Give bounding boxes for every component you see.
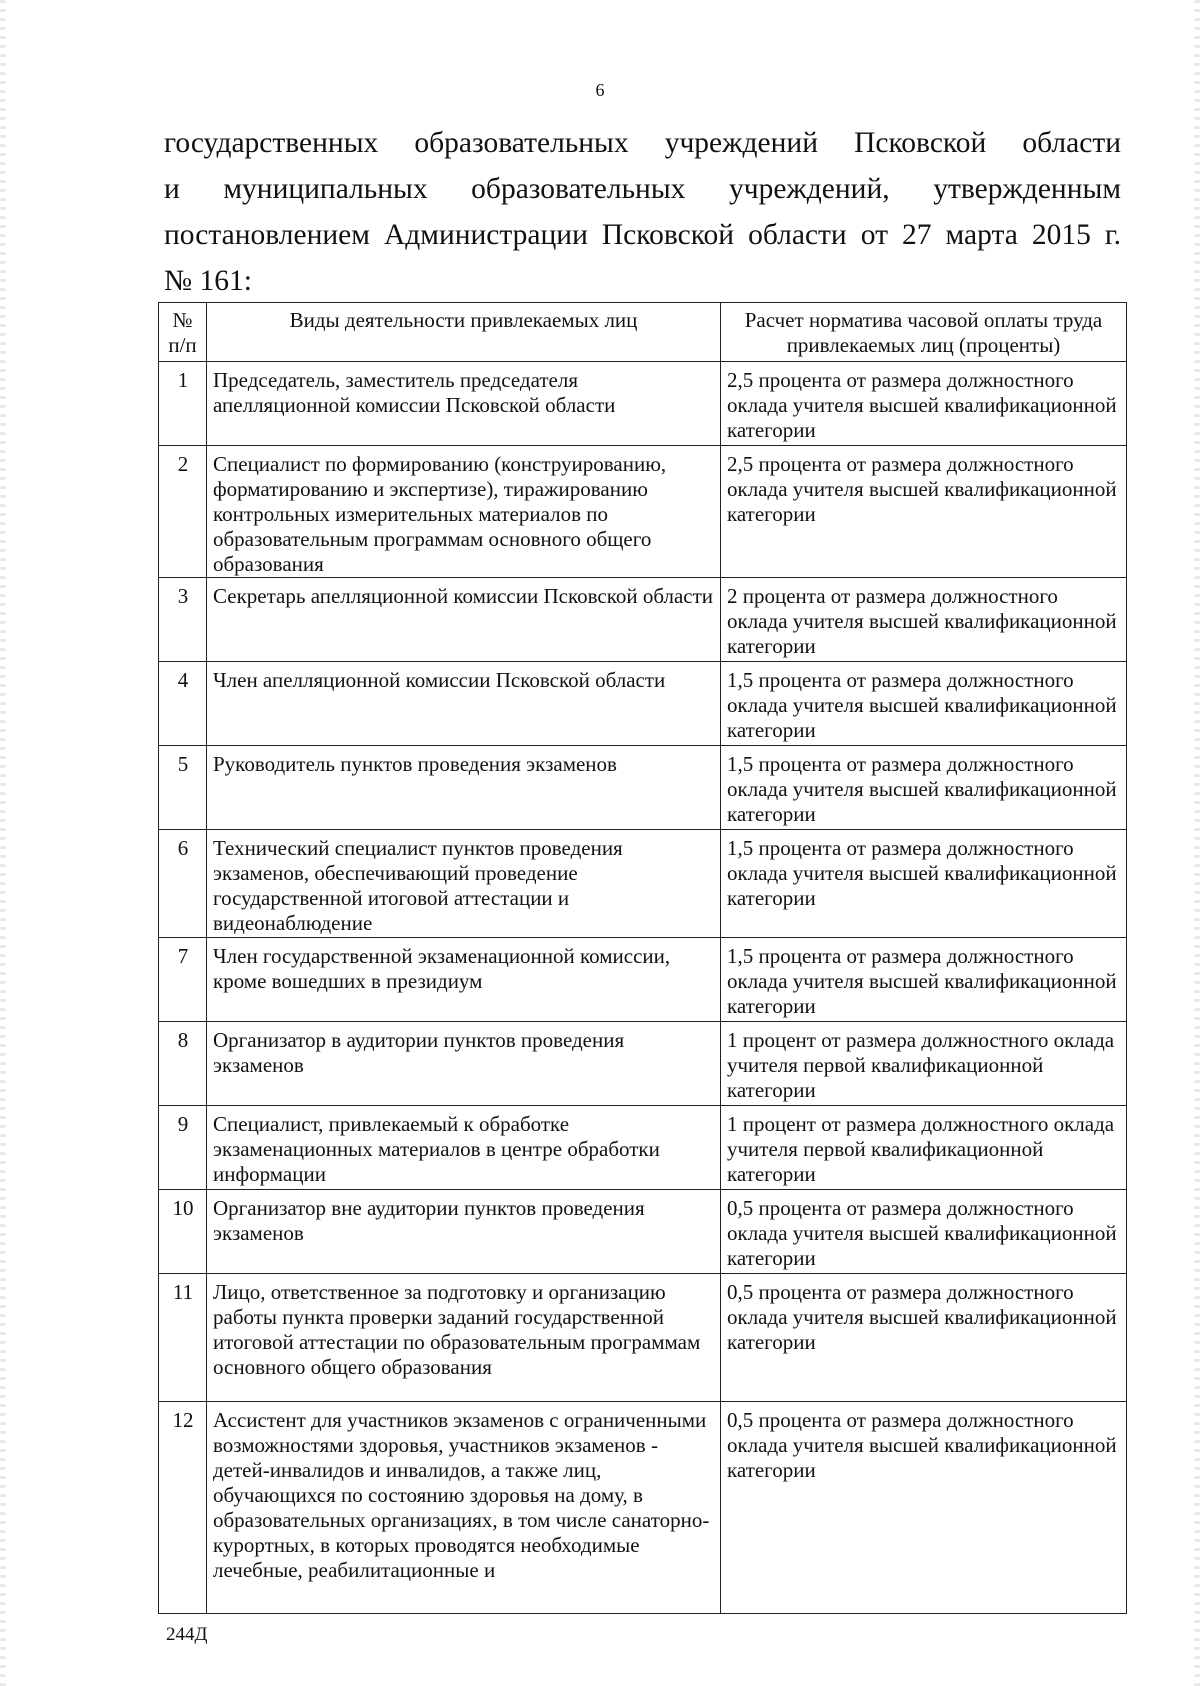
table-row <box>159 1190 1127 1274</box>
table-row <box>159 1022 1127 1106</box>
row-number: 10 <box>159 1190 207 1274</box>
header-rate: Расчет норматива часовой оплаты труда привлекаемых лиц (проценты) <box>721 303 1127 362</box>
page-number: 6 <box>595 80 605 100</box>
table-row <box>159 1106 1127 1190</box>
row-activity: Специалист по формированию (конструированию, форматированию и экспертизе), тиражированию контрольных измерительных материалов по образовательным программам основного общего образования <box>207 446 721 578</box>
table-header-row <box>159 303 1127 362</box>
intro-line: постановлением Администрации Псковской области от 27 марта 2015 г. <box>164 219 1121 251</box>
row-rate: 2,5 процента от размера должностного оклада учителя высшей квалификационной категории <box>721 446 1127 578</box>
scan-edge-right <box>1194 0 1200 1686</box>
row-rate: 1 процент от размера должностного оклада учителя первой квалификационной категории <box>721 1106 1127 1190</box>
row-activity: Технический специалист пунктов проведения экзаменов, обеспечивающий проведение государственной итоговой аттестации и видеонаблюдение <box>207 830 721 938</box>
table-row <box>159 446 1127 578</box>
table-body <box>159 362 1127 1614</box>
row-rate: 1,5 процента от размера должностного оклада учителя высшей квалификационной категории <box>721 830 1127 938</box>
table-row <box>159 938 1127 1022</box>
document-code: 244Д <box>166 1624 208 1645</box>
row-rate: 2 процента от размера должностного оклада учителя высшей квалификационной категории <box>721 578 1127 662</box>
table-row <box>159 1274 1127 1402</box>
row-number: 9 <box>159 1106 207 1190</box>
row-number: 11 <box>159 1274 207 1402</box>
table-row <box>159 662 1127 746</box>
row-number: 12 <box>159 1402 207 1614</box>
intro-paragraph <box>164 120 1121 304</box>
row-activity: Руководитель пунктов проведения экзаменов <box>207 746 721 830</box>
intro-line: и муниципальных образовательных учреждений, утвержденным <box>164 173 1121 205</box>
row-activity: Член государственной экзаменационной комиссии, кроме вошедших в президиум <box>207 938 721 1022</box>
row-activity: Лицо, ответственное за подготовку и организацию работы пункта проверки заданий государственной итоговой аттестации по образовательным программам основного общего образования <box>207 1274 721 1402</box>
header-number: № п/п <box>159 303 207 362</box>
row-activity: Организатор вне аудитории пунктов проведения экзаменов <box>207 1190 721 1274</box>
row-rate: 0,5 процента от размера должностного оклада учителя высшей квалификационной категории <box>721 1190 1127 1274</box>
table-row <box>159 578 1127 662</box>
scan-edge-left <box>0 0 6 1686</box>
row-rate: 1,5 процента от размера должностного оклада учителя высшей квалификационной категории <box>721 746 1127 830</box>
row-activity: Организатор в аудитории пунктов проведения экзаменов <box>207 1022 721 1106</box>
row-number: 5 <box>159 746 207 830</box>
table-row <box>159 1402 1127 1614</box>
row-activity: Специалист, привлекаемый к обработке экзаменационных материалов в центре обработки информации <box>207 1106 721 1190</box>
row-activity: Член апелляционной комиссии Псковской области <box>207 662 721 746</box>
row-rate: 1,5 процента от размера должностного оклада учителя высшей квалификационной категории <box>721 662 1127 746</box>
row-number: 1 <box>159 362 207 446</box>
table-row <box>159 362 1127 446</box>
row-rate: 0,5 процента от размера должностного оклада учителя высшей квалификационной категории <box>721 1402 1127 1614</box>
row-number: 6 <box>159 830 207 938</box>
payment-rates-table <box>158 302 1127 1614</box>
intro-line: № 161: <box>164 265 252 297</box>
row-activity: Секретарь апелляционной комиссии Псковской области <box>207 578 721 662</box>
row-rate: 2,5 процента от размера должностного оклада учителя высшей квалификационной категории <box>721 362 1127 446</box>
row-activity: Ассистент для участников экзаменов с ограниченными возможностями здоровья, участников экзаменов - детей-инвалидов и инвалидов, а также лиц, обучающихся по состоянию здоровья на дому, в образовательных организациях, в том числе санаторно-курортных, в которых проводятся необходимые лечебные, реабилитационные и <box>207 1402 721 1614</box>
table-row <box>159 746 1127 830</box>
row-number: 4 <box>159 662 207 746</box>
row-activity: Председатель, заместитель председателя апелляционной комиссии Псковской области <box>207 362 721 446</box>
intro-line: государственных образовательных учреждений Псковской области <box>164 127 1121 159</box>
row-number: 8 <box>159 1022 207 1106</box>
row-rate: 1,5 процента от размера должностного оклада учителя высшей квалификационной категории <box>721 938 1127 1022</box>
row-number: 7 <box>159 938 207 1022</box>
row-number: 2 <box>159 446 207 578</box>
row-rate: 1 процент от размера должностного оклада учителя первой квалификационной категории <box>721 1022 1127 1106</box>
table-row <box>159 830 1127 938</box>
header-activity: Виды деятельности привлекаемых лиц <box>207 303 721 362</box>
row-rate: 0,5 процента от размера должностного оклада учителя высшей квалификационной категории <box>721 1274 1127 1402</box>
row-number: 3 <box>159 578 207 662</box>
